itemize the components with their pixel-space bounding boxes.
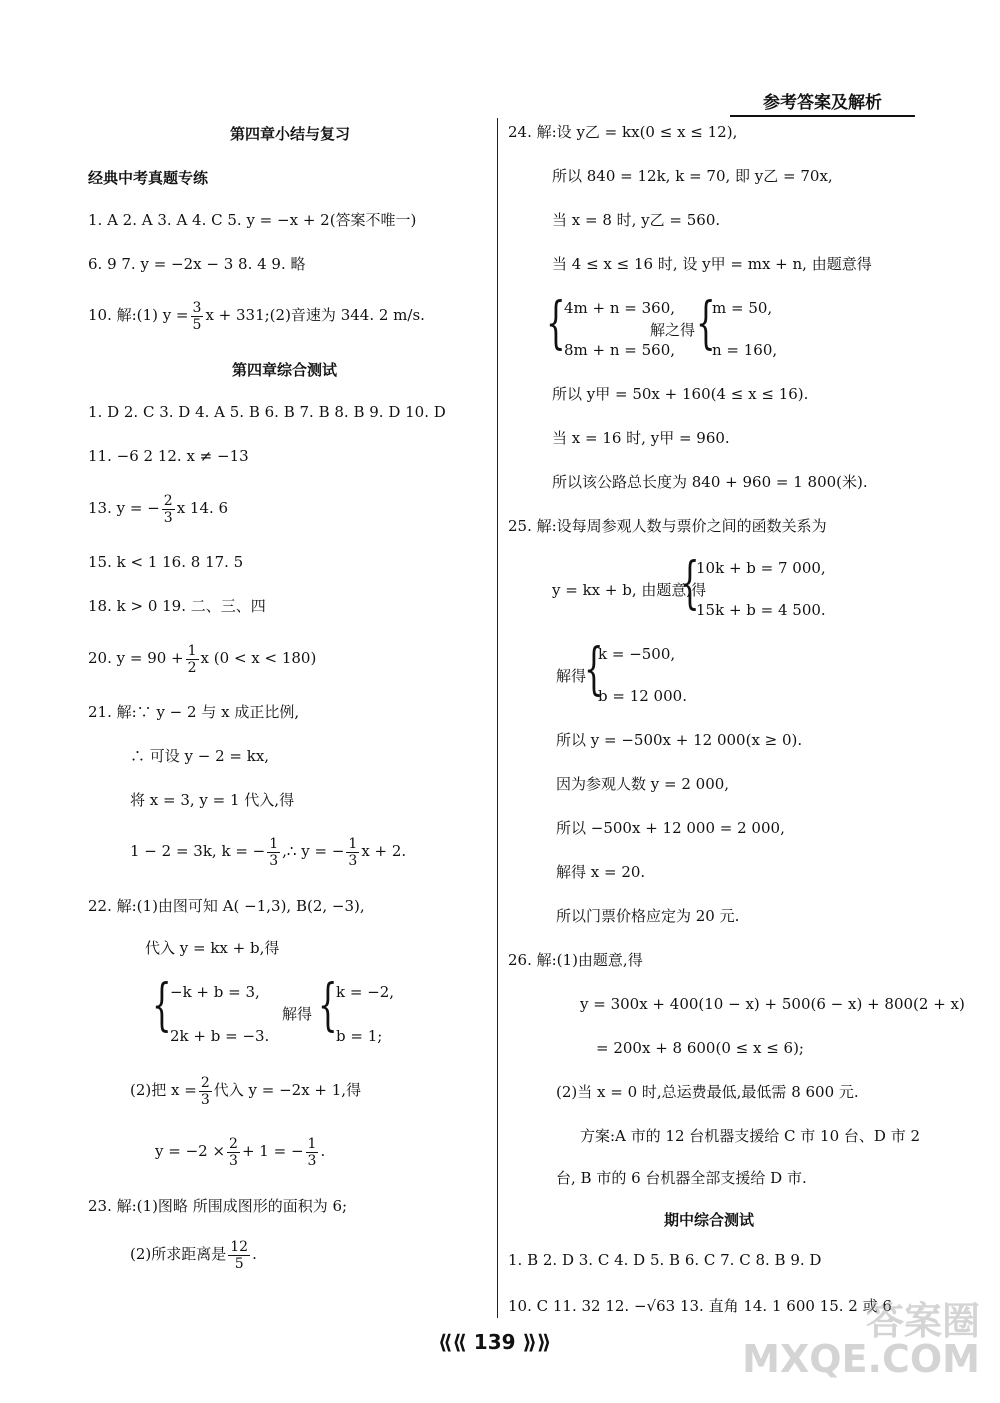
answer-line: 1. A 2. A 3. A 4. C 5. y = −x + 2(答案不唯一) [88, 211, 417, 229]
answer-line: 6. 9 7. y = −2x − 3 8. 4 9. 略 [88, 255, 306, 273]
answer-line: 因为参观人数 y = 2 000, [556, 775, 730, 793]
page-mark-left: ⟪⟪ [438, 1330, 467, 1354]
answer-line: (2)当 x = 0 时,总运费最低,最低需 8 600 元. [556, 1083, 859, 1101]
answer-line: 所以 y = −500x + 12 000(x ≥ 0). [556, 731, 803, 749]
answer-line: (2)所求距离是 $\frac{12}{5}$ . [130, 1238, 257, 1272]
answer-line: (2)把 x = $\frac{2}{3}$ 代入 y = −2x + 1,得 [130, 1074, 362, 1108]
answer-line: 20. y = 90 + $\frac{1}{2}$ x (0 < x < 180) [88, 642, 317, 676]
answer-line: 21. 解:∵ y − 2 与 x 成正比例, [88, 703, 300, 721]
answer-line: 将 x = 3, y = 1 代入,得 [130, 791, 295, 809]
section-title-chapter4-test: 第四章综合测试 [232, 361, 338, 379]
answer-line: 方案:A 市的 12 台机器支援给 C 市 10 台、D 市 2 [580, 1127, 921, 1145]
answer-line: 18. k > 0 19. 二、三、四 [88, 597, 266, 615]
page-header: 参考答案及解析 [730, 88, 915, 117]
answer-line: 当 x = 16 时, y甲 = 960. [552, 429, 730, 447]
fraction: $\frac{1}{2}$ [187, 642, 197, 676]
answer-line: 26. 解:(1)由题意,得 [508, 951, 643, 969]
answer-line: = 200x + 8 600(0 ≤ x ≤ 6); [596, 1039, 804, 1057]
answer-line: 22. 解:(1)由图可知 A( −1,3), B(2, −3), [88, 897, 365, 915]
watermark-logo: 答案圈 MXQE.COM [742, 1299, 980, 1381]
answer-line: 13. y = − $\frac{2}{3}$ x 14. 6 [88, 492, 229, 526]
answer-line: 23. 解:(1)图略 所围成图形的面积为 6; [88, 1197, 348, 1215]
section-title-chapter4-review: 第四章小结与复习 [230, 125, 351, 143]
answer-line: 1. B 2. D 3. C 4. D 5. B 6. C 7. C 8. B 9. D [508, 1251, 822, 1269]
answer-line: 24. 解:设 y乙 = kx(0 ≤ x ≤ 12), [508, 123, 738, 141]
answer-line: 10. C 11. 32 12. −√63 13. 直角 14. 1 600 15. 2 或 6 [508, 1297, 892, 1315]
answer-line: 所以 840 = 12k, k = 70, 即 y乙 = 70x, [552, 167, 833, 185]
page-mark-right: ⟫⟫ [522, 1330, 552, 1354]
answer-line: 1 − 2 = 3k, k = − $\frac{1}{3}$ ,∴ y = − $\frac{1}{3}$ x + 2. [130, 835, 407, 869]
subsection-title: 经典中考真题专练 [88, 169, 209, 187]
answer-line: 当 4 ≤ x ≤ 16 时, 设 y甲 = mx + n, 由题意得 [552, 255, 872, 273]
fraction: $\frac{3}{5}$ [192, 299, 202, 333]
answer-line: 所以该公路总长度为 840 + 960 = 1 800(米). [552, 473, 868, 491]
answer-line: 15. k < 1 16. 8 17. 5 [88, 553, 244, 571]
fraction: $\frac{2}{3}$ [163, 492, 173, 526]
answer-line: 代入 y = kx + b,得 [145, 939, 280, 957]
answer-line: 11. −6 2 12. x ≠ −13 [88, 447, 249, 465]
answer-line: 当 x = 8 时, y乙 = 560. [552, 211, 721, 229]
answer-line: ∴ 可设 y − 2 = kx, [130, 747, 270, 765]
fraction: $\frac{1}{3}$ [307, 1135, 317, 1169]
answer-line: 1. D 2. C 3. D 4. A 5. B 6. B 7. B 8. B 9. D 10. D [88, 403, 446, 421]
answer-line: 所以 y甲 = 50x + 160(4 ≤ x ≤ 16). [552, 385, 809, 403]
answer-line: y = −2 × $\frac{2}{3}$ + 1 = − $\frac{1}{3}$ . [155, 1135, 326, 1169]
fraction: $\frac{2}{3}$ [229, 1135, 238, 1169]
answer-line: 解得 x = 20. [556, 863, 646, 881]
page-number: ⟪⟪ 139 ⟫⟫ [438, 1330, 552, 1354]
answer-line: 10. 解:(1) y = $\frac{3}{5}$ x + 331;(2)音速为 344. 2 m/s. [88, 299, 425, 333]
answer-line: y = 300x + 400(10 − x) + 500(6 − x) + 800(2 + x) [580, 995, 965, 1013]
fraction: $\frac{1}{3}$ [269, 835, 279, 869]
answer-line: 25. 解:设每周参观人数与票价之间的函数关系为 [508, 517, 827, 535]
section-title-midterm: 期中综合测试 [664, 1211, 755, 1229]
answer-line: 所以 −500x + 12 000 = 2 000, [556, 819, 785, 837]
answer-line: 所以门票价格应定为 20 元. [556, 907, 740, 925]
fraction: $\frac{12}{5}$ [230, 1238, 249, 1272]
fraction: $\frac{1}{3}$ [348, 835, 358, 869]
answer-line: 台, B 市的 6 台机器全部支援给 D 市. [556, 1169, 807, 1187]
fraction: $\frac{2}{3}$ [200, 1074, 210, 1108]
column-divider [497, 118, 498, 1318]
